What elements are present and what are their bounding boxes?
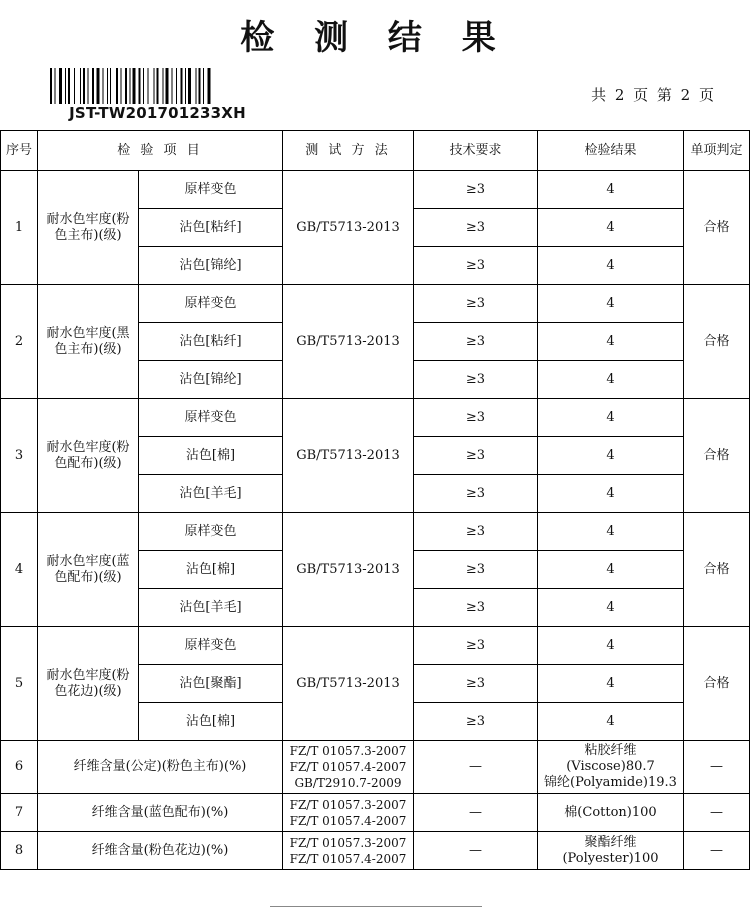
- test-item-name: 耐水色牢度(粉色配布)(级): [38, 399, 139, 513]
- table-header-row: [1, 131, 750, 171]
- test-method-list: [283, 832, 414, 870]
- sub-item-label: 沾色[聚酯]: [139, 665, 283, 703]
- barcode-bar: [185, 68, 186, 104]
- sub-item-label: 原样变色: [139, 513, 283, 551]
- result-value: 4: [538, 513, 684, 551]
- requirement-value: ≥3: [414, 209, 538, 247]
- test-item-name: 纤维含量(公定)(粉色主布)(%): [38, 741, 283, 794]
- requirement-value: ≥3: [414, 551, 538, 589]
- test-method: GB/T2910.7-2009: [294, 776, 402, 790]
- test-method: GB/T5713-2013: [283, 171, 414, 285]
- requirement-value: ≥3: [414, 323, 538, 361]
- header-judgement: 单项判定: [684, 131, 750, 171]
- barcode-bar: [154, 68, 155, 104]
- result-list: [538, 832, 684, 870]
- test-method: FZ/T 01057.3-2007: [289, 744, 407, 758]
- test-method: FZ/T 01057.3-2007: [289, 835, 407, 850]
- requirement-value: ≥3: [414, 437, 538, 475]
- barcode-bar: [74, 68, 75, 104]
- row-number: 7: [1, 794, 38, 832]
- sub-item-label: 沾色[锦纶]: [139, 361, 283, 399]
- test-method: GB/T5713-2013: [283, 399, 414, 513]
- result-value: 聚酯纤维: [584, 834, 637, 850]
- test-item-name: 耐水色牢度(蓝色配布)(级): [38, 513, 139, 627]
- requirement-value: ≥3: [414, 627, 538, 665]
- page-info: 共 2 页 第 2 页: [591, 86, 716, 104]
- sub-item-label: 原样变色: [139, 285, 283, 323]
- test-method: FZ/T 01057.4-2007: [289, 760, 407, 774]
- requirement-value: ≥3: [414, 361, 538, 399]
- requirement-value: —: [414, 741, 538, 794]
- barcode-bar: [139, 68, 141, 104]
- test-item-name: 耐水色牢度(黑色主布)(级): [38, 285, 139, 399]
- barcode-bar: [88, 68, 89, 104]
- barcode-bar: [68, 68, 70, 104]
- result-value: 4: [538, 437, 684, 475]
- requirement-value: ≥3: [414, 247, 538, 285]
- requirement-value: —: [414, 794, 538, 832]
- barcode-bar: [188, 68, 191, 104]
- barcode-bar: [59, 68, 62, 104]
- judgement-value: 合格: [684, 399, 750, 513]
- result-value: 4: [538, 475, 684, 513]
- result-value: (Viscose)80.7: [566, 759, 655, 774]
- header-item: 检 验 项 目: [38, 131, 283, 171]
- barcode-bar: [97, 68, 100, 104]
- test-method: FZ/T 01057.4-2007: [289, 851, 407, 866]
- barcode-bar: [143, 68, 144, 104]
- row-number: 4: [1, 513, 38, 627]
- result-value: 4: [538, 551, 684, 589]
- judgement-value: 合格: [684, 627, 750, 741]
- result-value: 4: [538, 627, 684, 665]
- row-number: 8: [1, 832, 38, 870]
- barcode-bar: [133, 68, 136, 104]
- barcode-bar: [65, 68, 66, 104]
- table-row: [1, 794, 750, 832]
- row-number: 2: [1, 285, 38, 399]
- barcode-bar: [125, 68, 127, 104]
- sub-item-label: 沾色[羊毛]: [139, 475, 283, 513]
- header-requirement: 技术要求: [414, 131, 538, 171]
- requirement-value: ≥3: [414, 171, 538, 209]
- result-value: 4: [538, 589, 684, 627]
- sub-item-label: 原样变色: [139, 627, 283, 665]
- test-item-name: 耐水色牢度(粉色主布)(级): [38, 171, 139, 285]
- row-number: 1: [1, 171, 38, 285]
- barcode-bar: [92, 68, 94, 104]
- table-row: [1, 513, 750, 551]
- result-list: [538, 741, 684, 794]
- results-table: [0, 130, 750, 870]
- barcode-bar: [80, 68, 81, 104]
- barcode-bar: [116, 68, 118, 104]
- test-method: GB/T5713-2013: [283, 285, 414, 399]
- test-method-list: [283, 794, 414, 832]
- result-value: 4: [538, 703, 684, 741]
- sub-item-label: 沾色[棉]: [139, 703, 283, 741]
- requirement-value: —: [414, 832, 538, 870]
- requirement-value: ≥3: [414, 665, 538, 703]
- barcode-bar: [50, 68, 52, 104]
- barcode-bar: [166, 68, 169, 104]
- header-no: 序号: [1, 131, 38, 171]
- barcode-bar: [172, 68, 173, 104]
- result-value: 4: [538, 399, 684, 437]
- header-method: 测 试 方 法: [283, 131, 414, 171]
- test-method: GB/T5713-2013: [283, 513, 414, 627]
- barcode-bar: [196, 68, 197, 104]
- barcode-number: JST-TW201701233XH: [69, 104, 246, 122]
- sub-item-label: 原样变色: [139, 399, 283, 437]
- footer-divider: [270, 906, 482, 907]
- judgement-value: 合格: [684, 513, 750, 627]
- result-value: (Polyester)100: [562, 850, 659, 866]
- result-value: 4: [538, 285, 684, 323]
- barcode-bar: [121, 68, 122, 104]
- result-value: 锦纶(Polyamide)19.3: [544, 775, 677, 790]
- sub-item-label: 沾色[棉]: [139, 437, 283, 475]
- sub-item-label: 沾色[粘纤]: [139, 323, 283, 361]
- table-row: [1, 741, 750, 794]
- requirement-value: ≥3: [414, 513, 538, 551]
- result-value: 4: [538, 361, 684, 399]
- row-number: 5: [1, 627, 38, 741]
- result-value: 4: [538, 665, 684, 703]
- table-row: [1, 399, 750, 437]
- table-row: [1, 171, 750, 209]
- test-item-name: 纤维含量(蓝色配布)(%): [38, 794, 283, 832]
- sub-item-label: 沾色[锦纶]: [139, 247, 283, 285]
- test-method-list: [283, 741, 414, 794]
- requirement-value: ≥3: [414, 475, 538, 513]
- sub-item-label: 沾色[羊毛]: [139, 589, 283, 627]
- barcode-bar: [148, 68, 149, 104]
- barcode-bar: [208, 68, 211, 104]
- page-title: 检 测 结 果: [240, 18, 510, 58]
- barcode-bar: [203, 68, 204, 104]
- barcode-bar: [107, 68, 108, 104]
- test-item-name: 纤维含量(粉色花边)(%): [38, 832, 283, 870]
- barcode-bar: [176, 68, 177, 104]
- judgement-value: 合格: [684, 171, 750, 285]
- test-method: FZ/T 01057.4-2007: [289, 813, 407, 828]
- barcode-bar: [130, 68, 131, 104]
- requirement-value: ≥3: [414, 589, 538, 627]
- result-list: [538, 794, 684, 832]
- sub-item-label: 原样变色: [139, 171, 283, 209]
- table-row: [1, 627, 750, 665]
- judgement-value: 合格: [684, 285, 750, 399]
- result-value: 4: [538, 247, 684, 285]
- test-method: FZ/T 01057.3-2007: [289, 797, 407, 812]
- barcode-bar: [110, 68, 111, 104]
- test-item-name: 耐水色牢度(粉色花边)(级): [38, 627, 139, 741]
- barcode-bar: [199, 68, 201, 104]
- table-row: [1, 285, 750, 323]
- barcode-bar: [83, 68, 85, 104]
- result-value: 棉(Cotton)100: [564, 804, 657, 820]
- sub-item-label: 沾色[粘纤]: [139, 209, 283, 247]
- header-result: 检验结果: [538, 131, 684, 171]
- requirement-value: ≥3: [414, 285, 538, 323]
- result-value: 4: [538, 209, 684, 247]
- table-row: [1, 832, 750, 870]
- barcode-bar: [55, 68, 56, 104]
- judgement-value: —: [684, 832, 750, 870]
- result-value: 4: [538, 171, 684, 209]
- requirement-value: ≥3: [414, 703, 538, 741]
- requirement-value: ≥3: [414, 399, 538, 437]
- row-number: 3: [1, 399, 38, 513]
- barcode-bar: [157, 68, 159, 104]
- judgement-value: —: [684, 794, 750, 832]
- result-value: 4: [538, 323, 684, 361]
- barcode-bar: [163, 68, 164, 104]
- barcode-bar: [103, 68, 104, 104]
- row-number: 6: [1, 741, 38, 794]
- test-method: GB/T5713-2013: [283, 627, 414, 741]
- sub-item-label: 沾色[棉]: [139, 551, 283, 589]
- result-value: 粘胶纤维: [584, 743, 637, 758]
- judgement-value: —: [684, 741, 750, 794]
- barcode-image: [50, 68, 265, 104]
- barcode-bar: [181, 68, 183, 104]
